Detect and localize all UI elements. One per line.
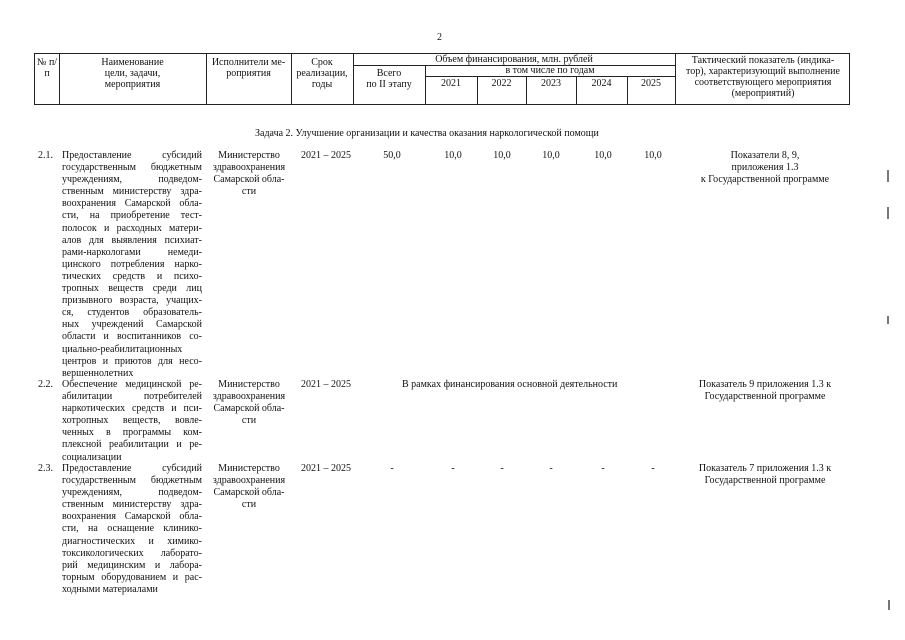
row-2-1-term: 2021 – 2025 [301, 150, 351, 161]
row-2-3-2022: - [500, 463, 504, 474]
header-executors: Исполнители ме- роприятия [211, 57, 286, 79]
row-2-2-term: 2021 – 2025 [301, 379, 351, 390]
header-total: Всего по II этапу [366, 68, 412, 90]
header-term: Срок реализации, годы [296, 57, 348, 90]
header-funding: Объем финансирования, млн. рублей [435, 54, 593, 65]
header-by-year: в том числе по годам [505, 65, 595, 76]
row-2-1-2025: 10,0 [644, 150, 662, 161]
row-2-2-number: 2.2. [38, 379, 53, 390]
row-2-1-description: Предоставление субсидий государственным бюджетным учреждениям, подведом- ственным министерству здра- воохранения Самарской обла- сти, на приобретение тест- полосок и расходных матери- алов для выявления психиат- рами-наркологами немеди- цинского потребления нарко- тических средств и психо- тропных веществ среди лиц призывного возраста, учащих- ся, студентов образователь- ных учреждений Самарской области и воспитанников со- циально-реабилитационных центров и приютов для несо- вершеннолетних [62, 150, 202, 379]
task-title: Задача 2. Улучшение организации и качества оказания наркологической помощи [255, 128, 599, 139]
row-2-3-term: 2021 – 2025 [301, 463, 351, 474]
row-2-3-indicator: Показатель 7 приложения 1.3 к Государственной программе [698, 463, 832, 486]
header-indicator: Тактический показатель (индика- тор), характеризующий выполнение соответствующего мероприятия (мероприятий) [686, 55, 840, 99]
header-year-2024: 2024 [591, 78, 612, 89]
row-2-1-2023: 10,0 [542, 150, 560, 161]
header-name: Наименование цели, задачи, мероприятия [101, 57, 164, 90]
row-2-2-description: Обеспечение медицинской ре- абилитации потребителей наркотических средств и пси- хотропных веществ, вовле- ченных в программы ком- плексной реабилитации и ре- социализации [62, 379, 202, 463]
row-2-3-description: Предоставление субсидий государственным бюджетным учреждениям, подведом- ственным министерству здра- воохранения Самарской обла- сти, на оснащение клинико- диагностических и химико- токсикологических лаборато- рий медицинским и лабора- торным оборудованием и рас- ходными материалами [62, 463, 202, 595]
header-year-2022: 2022 [491, 78, 512, 89]
scan-mark [887, 207, 889, 219]
row-2-2-funding-note: В рамках финансирования основной деятельности [402, 379, 618, 390]
row-2-1-executor: Министерство здравоохранения Самарской обла- сти [212, 150, 286, 197]
header-year-2023: 2023 [541, 78, 561, 89]
row-2-3-2021: - [451, 463, 455, 474]
table-header [34, 53, 850, 105]
row-2-3-2025: - [651, 463, 655, 474]
header-year-2021: 2021 [441, 78, 461, 89]
row-2-3-number: 2.3. [38, 463, 53, 474]
row-2-1-2024: 10,0 [594, 150, 612, 161]
scan-mark [887, 170, 889, 182]
scan-mark [887, 316, 889, 324]
row-2-1-indicator: Показатели 8, 9, приложения 1.3 к Государственной программе [700, 150, 830, 185]
row-2-1-number: 2.1. [38, 150, 53, 161]
row-2-1-total: 50,0 [383, 150, 401, 161]
row-2-1-2021: 10,0 [444, 150, 462, 161]
row-2-1-2022: 10,0 [493, 150, 511, 161]
header-num: № п/п [36, 57, 58, 79]
row-2-3-2023: - [549, 463, 553, 474]
page-number: 2 [437, 32, 442, 43]
scan-mark [888, 600, 890, 610]
row-2-2-indicator: Показатель 9 приложения 1.3 к Государственной программе [698, 379, 832, 402]
row-2-3-2024: - [601, 463, 605, 474]
row-2-2-executor: Министерство здравоохранения Самарской обла- сти [212, 379, 286, 426]
row-2-3-executor: Министерство здравоохранения Самарской обла- сти [212, 463, 286, 510]
header-year-2025: 2025 [641, 78, 661, 89]
row-2-3-total: - [390, 463, 394, 474]
